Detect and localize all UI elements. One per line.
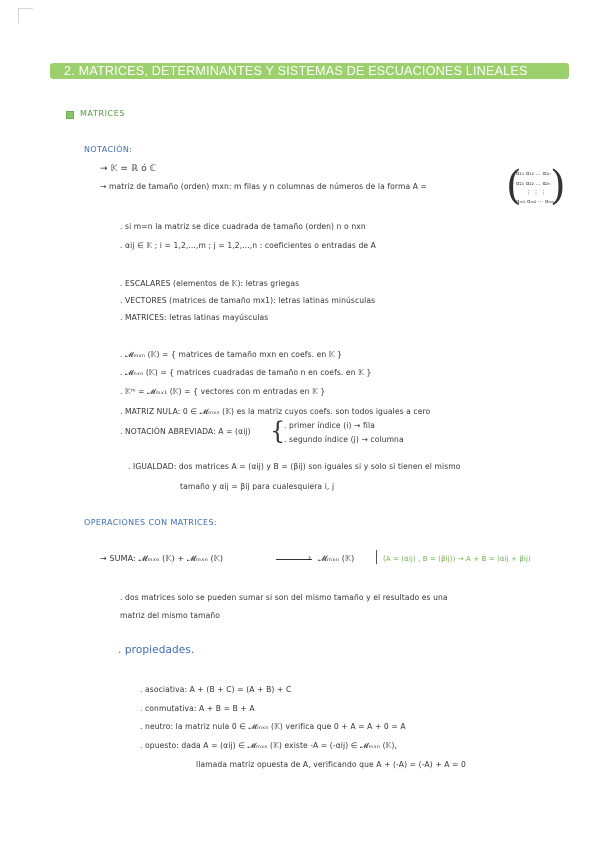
right-paren-icon: ) [550, 163, 566, 209]
suma-divider [376, 550, 377, 564]
suma-note-1: . dos matrices solo se pueden sumar si son del mismo tamaño y el resultado es una [120, 593, 448, 602]
matrix-row-3: ⋮ ⋮ ⋮ [526, 190, 546, 196]
suma-definition: (A = (αij) , B = (βij)) → A + B = (αij + βij) [383, 555, 531, 563]
suma-arrow-line [276, 559, 312, 560]
segundo-indice: . segundo índice (j) → columna [284, 435, 404, 444]
matriz-nula: . MATRIZ NULA: 0 ∈ 𝓜ₘₓₙ (𝕂) es la matriz cuyos coefs. son todos iguales a cero [120, 407, 431, 416]
notacion-heading: NOTACIÓN: [84, 145, 133, 154]
prop-neutro: . neutro: la matriz nula 0 ∈ 𝓜ₘₓₙ (𝕂) verifica que 0 + A = A + 0 = A [140, 722, 406, 731]
type-escalares: . ESCALARES (elementos de 𝕂): letras griegas [120, 279, 300, 288]
square-matrix-note: . si m=n la matriz se dice cuadrada de tamaño (orden) n o nxn [120, 222, 366, 231]
set-km: . 𝕂ᵐ = 𝓜ₘₓ₁ (𝕂) = { vectores con m entradas en 𝕂 } [120, 387, 326, 396]
suma-note-2: matriz del mismo tamaño [120, 611, 221, 620]
type-matrices: . MATRICES: letras latinas mayúsculas [120, 313, 269, 322]
prop-opuesto-cont: llamada matriz opuesta de A, verificando que A + (-A) = (-A) + A = 0 [196, 760, 466, 769]
page-corner-mark [18, 8, 33, 23]
prop-conmutativa: . conmutativa: A + B = B + A [140, 704, 255, 713]
matrix-row-1: α₁₁ α₁₂ ... α₁ₙ [516, 171, 551, 177]
suma-arrow-icon: › [308, 553, 312, 562]
propiedades-heading: . propiedades. [118, 644, 195, 656]
prop-opuesto: . opuesto: dada A = (αij) ∈ 𝓜ₘₓₙ (𝕂) existe -A = (-αij) ∈ 𝓜ₘₓₙ (𝕂), [140, 741, 398, 750]
set-nxn: . 𝓜ₙₓₙ (𝕂) = { matrices cuadradas de tamaño n en coefs. en 𝕂 } [120, 368, 372, 377]
left-paren-icon: ( [506, 163, 522, 209]
matrix-definition: → matriz de tamaño (orden) mxn: m filas y n columnas de números de la forma A = [100, 182, 427, 191]
operaciones-heading: OPERACIONES CON MATRICES: [84, 518, 218, 527]
type-vectores: . VECTORES (matrices de tamaño mx1): letras latinas minúsculas [120, 296, 376, 305]
notacion-abreviada: . NOTACIÓN ABREVIADA: A = (αij) [120, 427, 251, 436]
matrix-row-2: α₂₁ α₂₂ ... α₂ₙ [516, 181, 551, 187]
page-title: 2. MATRICES, DETERMINANTES Y SISTEMAS DE ESCUACIONES LINEALES [64, 64, 528, 78]
igualdad-line-1: . IGUALDAD: dos matrices A = (αij) y B = (βij) son iguales si y solo si tienen el mismo [128, 462, 461, 471]
prop-asociativa: . asociativa: A + (B + C) = (A + B) + C [140, 685, 292, 694]
matrix-row-4: αₘ₁ αₘ₂ ··· αₘₙ [516, 199, 555, 205]
suma-domain: → SUMA: 𝓜ₘₓₙ (𝕂) + 𝓜ₘₓₙ (𝕂) [100, 554, 224, 563]
igualdad-line-2: tamaño y αij = βij para cualesquiera i, j [180, 482, 335, 491]
set-mxn: . 𝓜ₘₓₙ (𝕂) = { matrices de tamaño mxn en coefs. en 𝕂 } [120, 350, 343, 359]
section-bullet-icon [66, 111, 74, 119]
section-matrices-heading: MATRICES [80, 109, 126, 118]
coefficients-note: . αij ∈ 𝕂 ; i = 1,2,...,m ; j = 1,2,...,n : coeficientes o entradas de A [120, 241, 376, 250]
suma-codomain: 𝓜ₘₓₙ (𝕂) [318, 554, 355, 563]
brace-icon: { [270, 417, 286, 445]
k-definition: → 𝕂 = ℝ ó ℂ [100, 164, 157, 174]
general-matrix [506, 163, 566, 210]
primer-indice: . primer índice (i) → fila [284, 421, 375, 430]
